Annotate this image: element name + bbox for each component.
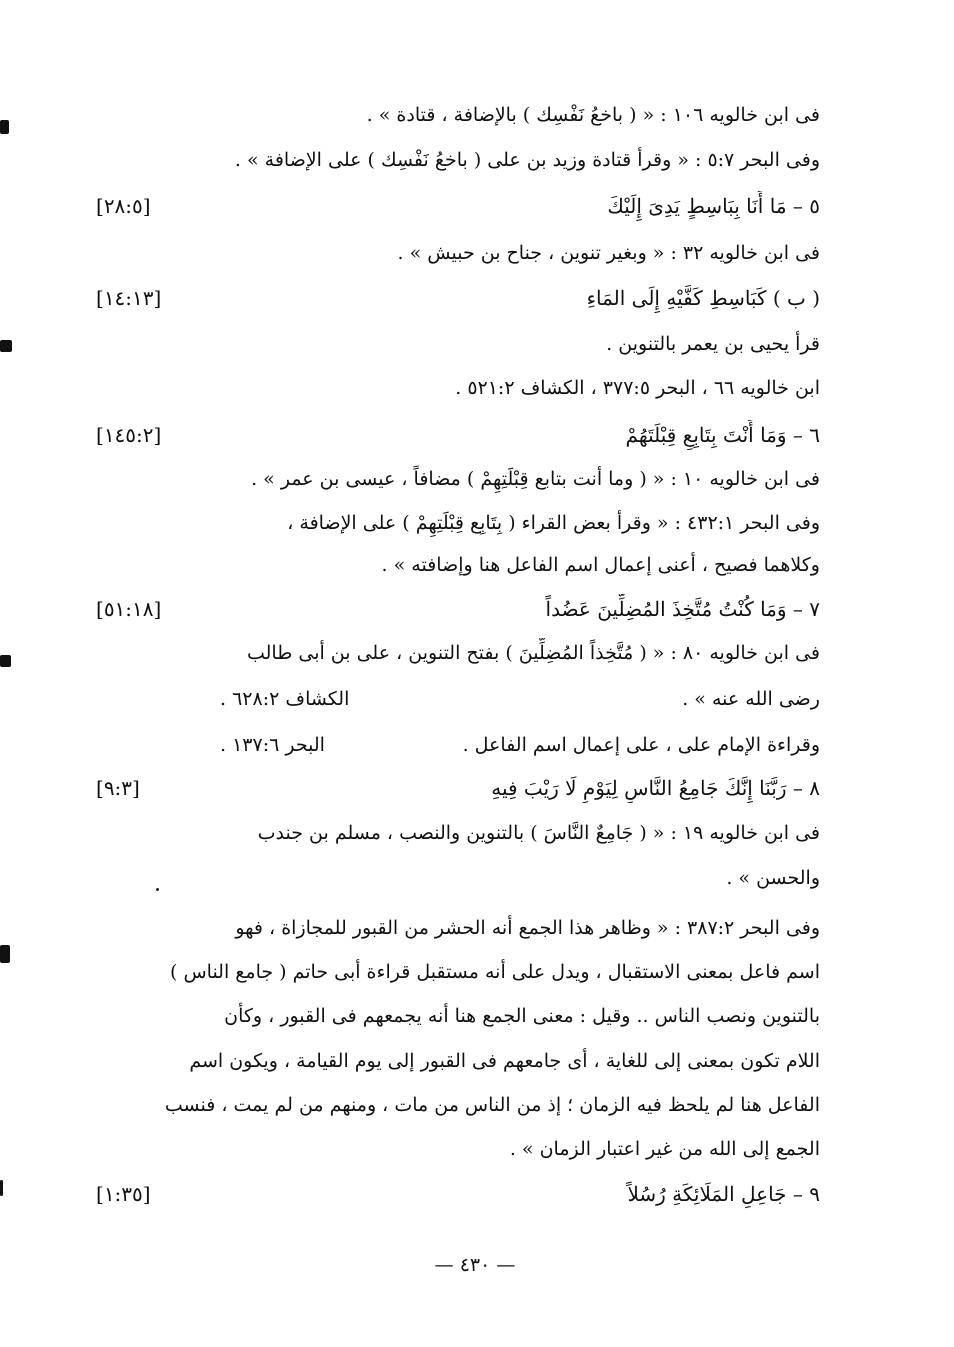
line-text: وفى البحر ٥:٧ : « وقرأ قتادة وزيد بن على ( باخعُ نَفْسِك ) على الإضافة » . [234,149,820,171]
text-line [96,550,820,580]
source-citation: البحر ١٣٧:٦ . [220,734,325,756]
line-text: وكلاهما فصيح ، أعنى إعمال اسم الفاعل هنا وإضافته » . [381,554,820,576]
verse-text: ٧ – وَمَا كُنْتُ مُتَّخِذَ المُضِلِّينَ عَضُداً [545,597,820,621]
line-text: ابن خالويه ٦٦ ، البحر ٣٧٧:٥ ، الكشاف ٥٢١:٢ . [455,377,820,399]
verse-line [96,191,820,221]
scan-mark [0,340,12,352]
verse-reference: [١:٣٥] [96,1182,151,1206]
verse-line [96,1179,820,1209]
text-line [96,863,820,893]
verse-text: ٥ – مَا أَنَا بِبَاسِطٍ يَدِىَ إِلَيْكَ [607,194,820,218]
line-text: رضى الله عنه » . [682,688,820,710]
verse-line [96,283,820,313]
verse-line [96,420,820,450]
text-line [96,1046,820,1076]
line-text: فى ابن خالويه ٨٠ : « ( مُتَّخِذاً المُضِلِّينَ ) بفتح التنوين ، على بن أبى طالب [246,642,820,664]
scan-mark [0,655,11,667]
line-text: فى ابن خالويه ١٠ : « ( وما أنت بتابع قِبْلَتِهِمْ ) مضافاً ، عيسى بن عمر » . [251,468,820,490]
line-text: اللام تكون بمعنى إلى للغاية ، أى جامعهم فى القبور إلى يوم القيامة ، ويكون اسم [189,1050,820,1072]
line-text: فى ابن خالويه ١٠٦ : « ( باخعُ نَفْسِك ) بالإضافة ، قتادة » . [366,104,820,126]
verse-text: ٩ – جَاعِلِ المَلَائِكَةِ رُسُلاً [627,1182,820,1206]
verse-reference: [٢٨:٥] [96,194,151,218]
line-text: الفاعل هنا لم يلحظ فيه الزمان ؛ إذ من الناس من مات ، ومنهم من لم يمت ، فنسب [164,1094,820,1116]
verse-line [96,773,820,803]
verse-reference: [٥١:١٨] [96,597,162,621]
text-line [96,329,820,359]
text-line [96,508,820,538]
text-line [96,1001,820,1031]
verse-line [96,594,820,624]
line-text: وفى البحر ٣٨٧:٢ : « وظاهر هذا الجمع أنه الحشر من القبور للمجازاة ، فهو [235,917,820,939]
line-text: والحسن » . [726,867,820,889]
scan-dot [156,888,159,891]
text-line [96,730,820,760]
line-text: قرأ يحيى بن يعمر بالتنوين . [606,333,820,355]
text-line [96,818,820,848]
line-text: الجمع إلى الله من غير اعتبار الزمان » . [509,1138,820,1160]
text-line [96,373,820,403]
line-text: فى ابن خالويه ٣٢ : « وبغير تنوين ، جناح بن حبيش » . [397,242,820,264]
text-line [96,1090,820,1120]
scan-mark [0,1180,3,1196]
source-citation: الكشاف ٦٢٨:٢ . [220,688,350,710]
text-line [96,238,820,268]
verse-text: ( ب ) كَبَاسِطِ كَفَّيْهِ إِلَى المَاءِ [586,286,820,310]
scan-mark [0,120,9,134]
text-line [96,638,820,668]
text-line [96,145,820,175]
text-line [96,913,820,943]
text-line [96,100,820,130]
text-line [96,464,820,494]
line-text: اسم فاعل بمعنى الاستقبال ، ويدل على أنه مستقبل قراءة أبى حاتم ( جامع الناس ) [170,961,820,983]
text-line [96,1134,820,1164]
verse-reference: [٩:٣] [96,776,140,800]
verse-reference: [١٤٥:٢] [96,423,162,447]
text-line [96,684,820,714]
line-text: فى ابن خالويه ١٩ : « ( جَامِعٌ النَّاسَ ) بالتنوين والنصب ، مسلم بن جندب [257,822,820,844]
verse-reference: [١٤:١٣] [96,286,162,310]
page-number: — ٤٣٠ — [434,1254,516,1276]
verse-text: ٦ – وَمَا أَنْتَ بِتَابِعٍ قِبْلَتَهُمْ [625,423,820,447]
line-text: بالتنوين ونصب الناس .. وقيل : معنى الجمع هنا أنه يجمعهم فى القبور ، وكأن [224,1005,820,1027]
scan-mark [0,945,10,963]
line-text: وفى البحر ٤٣٢:١ : « وقرأ بعض القراء ( بِتَابِع قِبْلَتِهِمْ ) على الإضافة ، [287,512,820,534]
line-text: وقراءة الإمام على ، على إعمال اسم الفاعل . [462,734,820,756]
text-line [96,957,820,987]
verse-text: ٨ – رَبَّنَا إِنَّكَ جَامِعُ النَّاسِ لِيَوْمٍ لَا رَيْبَ فِيهِ [491,776,820,800]
